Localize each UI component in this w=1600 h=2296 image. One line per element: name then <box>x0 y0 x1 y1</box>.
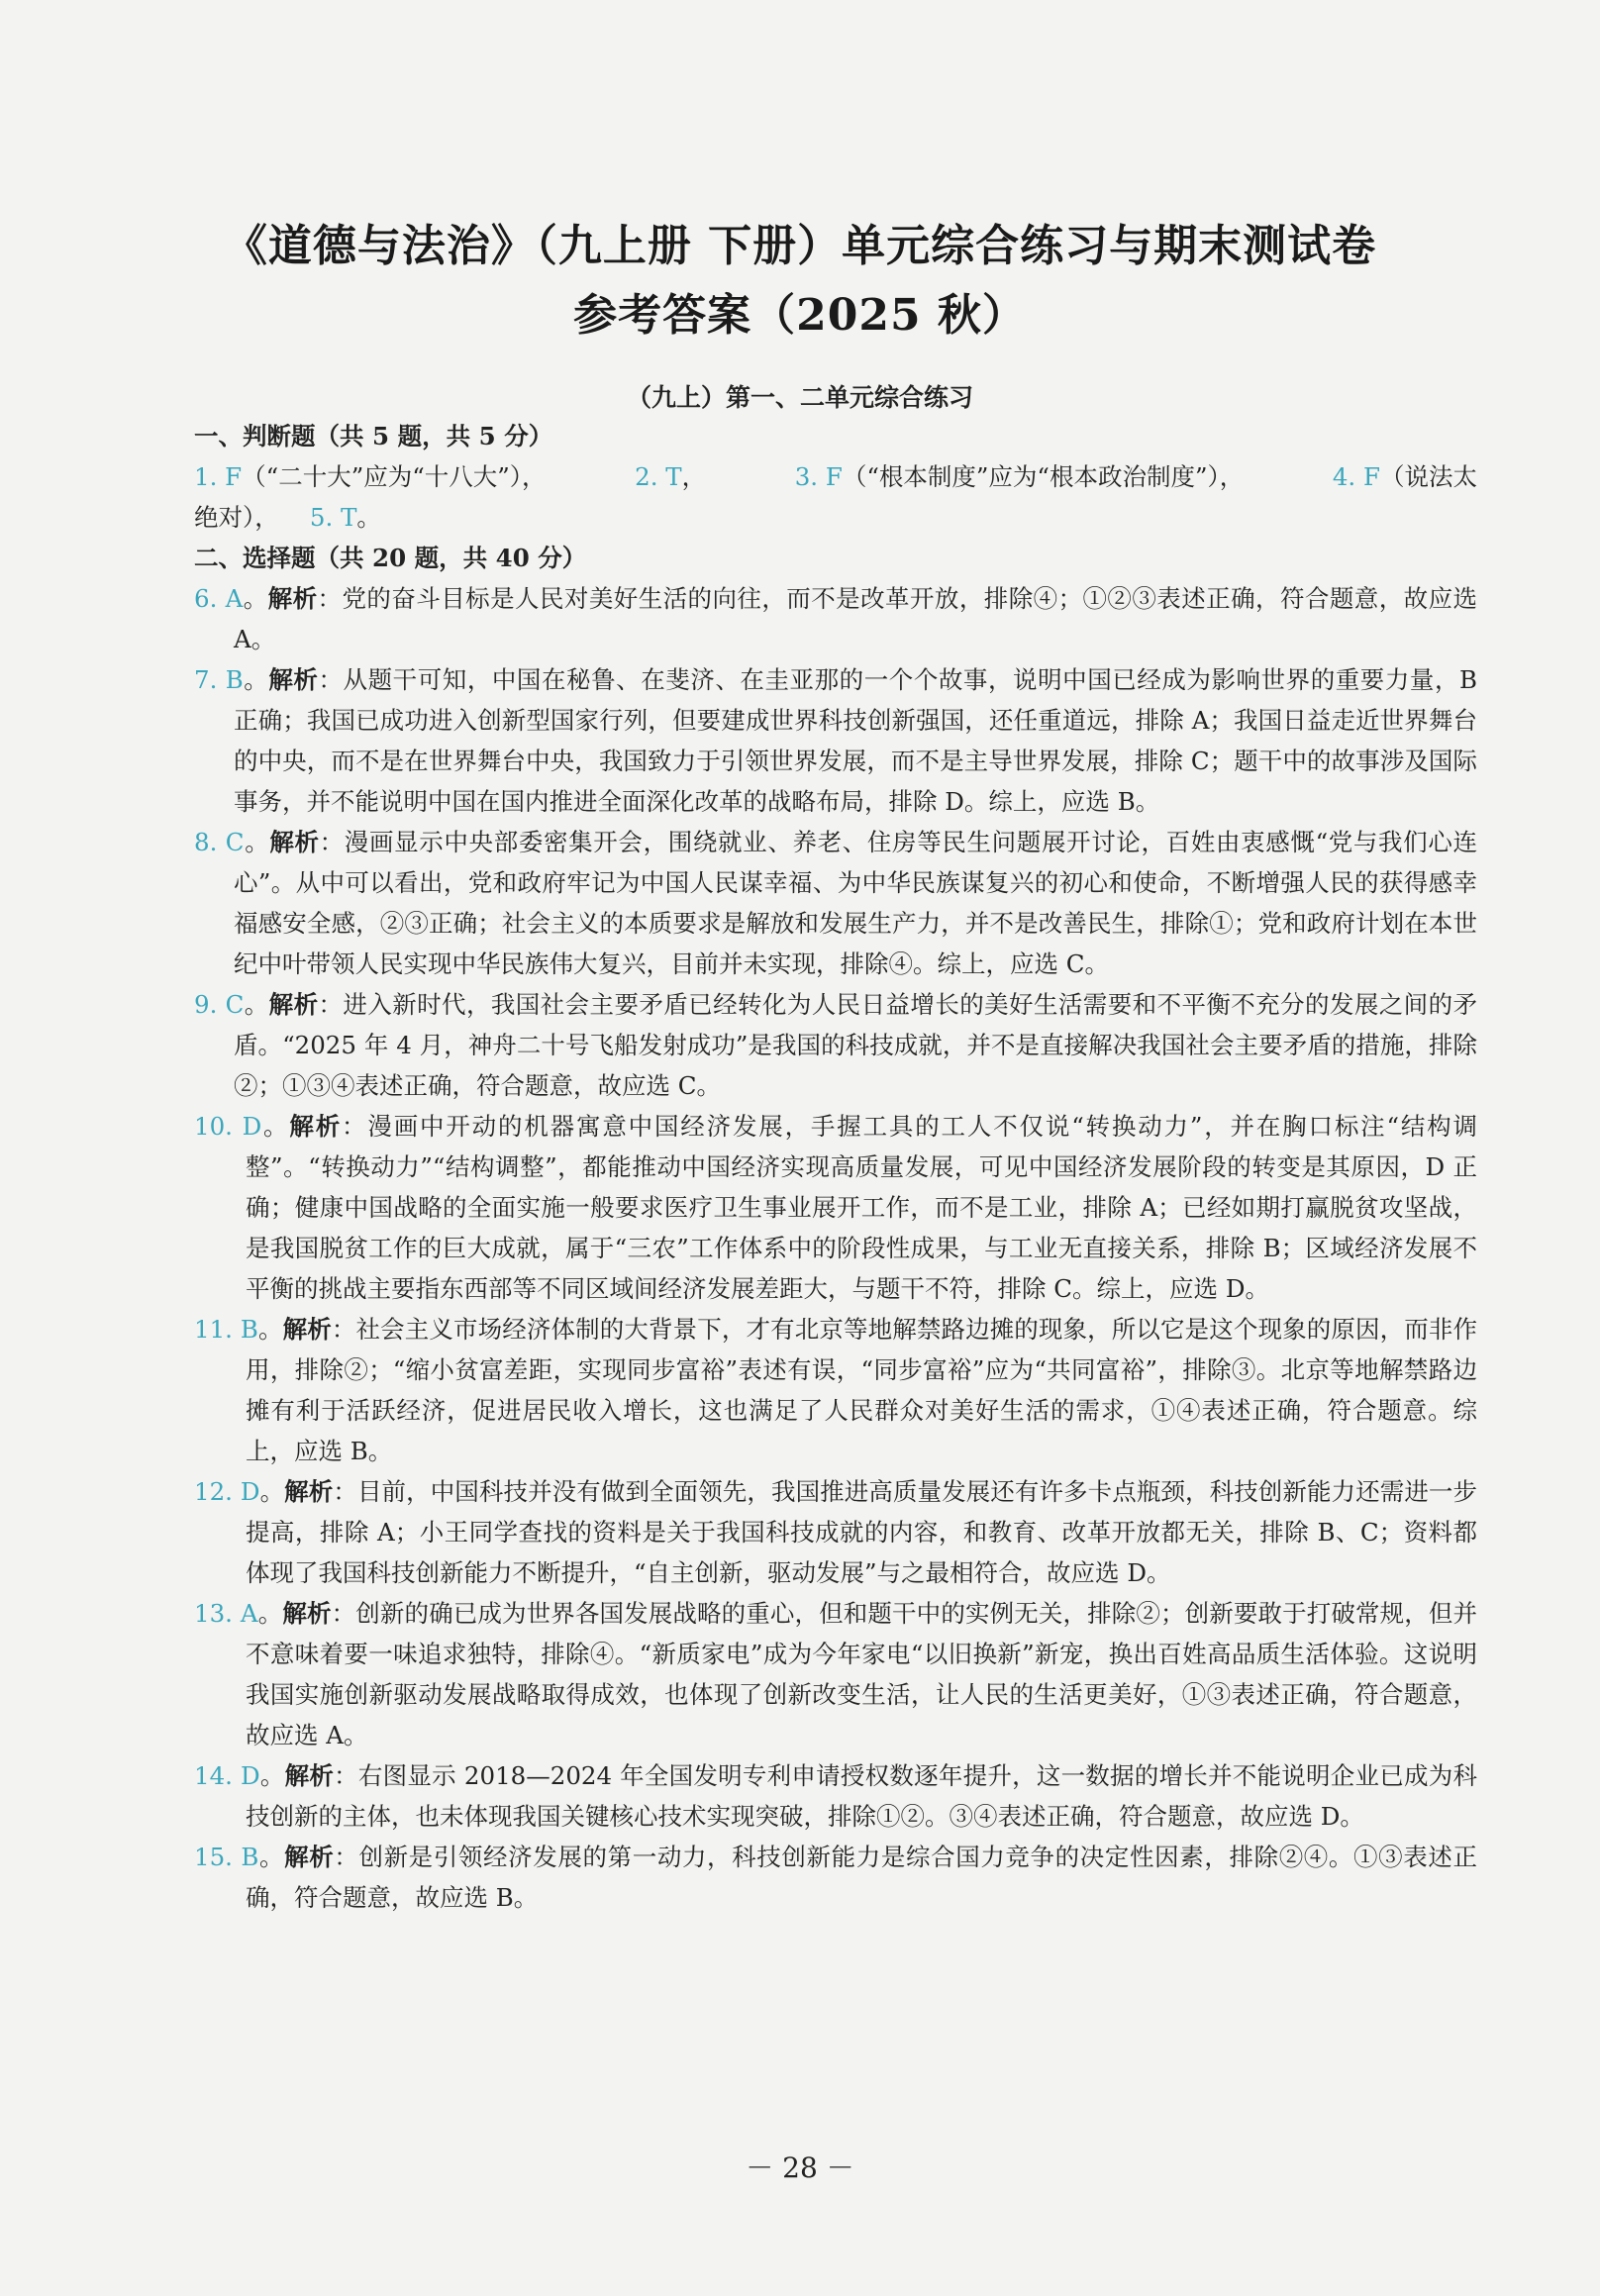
answer-item: 14. D。解析：右图显示 2018—2024 年全国发明专利申请授权数逐年提升，这一数据的增长并不能说明企业已成为科技创新的主体，也未体现我国关键核心技术实现突破，排除①②。③④表述正确，符合题意，故应选 D。 <box>194 1761 1477 1831</box>
section-title: （九上）第一、二单元综合练习 <box>626 383 973 412</box>
answer-item: 10. D。解析：漫画中开动的机器寓意中国经济发展，手握工具的工人不仅说“转换动力”，并在胸口标注“结构调整”。“转换动力”“结构调整”，都能推动中国经济实现高质量发展，可见中国经济发展阶段的转变是其原因，D 正确；健康中国战略的全面实施一般要求医疗卫生事业展开工作，而不是工业，排除 A；已经如期打赢脱贫攻坚战，是我国脱贫工作的巨大成就，属于“三农”工作体系中的阶段性成果，与工业无直接关系，排除 B；区域经济发展不平衡的挑战主要指东西部等不同区域间经济发展差距大，与题干不符，排除 C。综上，应选 D。 <box>194 1112 1477 1303</box>
true-false-answers-line1 <box>194 456 1477 497</box>
part2-heading: 二、选择题（共 20 题，共 40 分） <box>194 544 587 572</box>
answer-item: 6. A。解析：党的奋斗目标是人民对美好生活的向往，而不是改革开放，排除④；①②③表述正确，符合题意，故应选 A。 <box>194 584 1478 653</box>
answer-3: 3. F（“根本制度”应为“根本政治制度”）， <box>794 462 1245 491</box>
answer-item: 8. C。解析：漫画显示中央部委密集开会，围绕就业、养老、住房等民生问题展开讨论，百姓由衷感慨“党与我们心连心”。从中可以看出，党和政府牢记为中国人民谋幸福、为中华民族谋复兴的初心和使命，不断增强人民的获得感幸福感安全感，②③正确；社会主义的本质要求是解放和发展生产力，并不是改善民生，排除①；党和政府计划在本世纪中叶带领人民实现中华民族伟大复兴，目前并未实现，排除④。综上，应选 C。 <box>194 828 1477 978</box>
answer-1: 1. F（“二十大”应为“十八大”）， <box>194 462 547 491</box>
part1-heading: 一、判断题（共 5 题，共 5 分） <box>194 422 553 450</box>
answer-item: 15. B。解析：创新是引领经济发展的第一动力，科技创新能力是综合国力竞争的决定性因素，排除②④。①③表述正确，符合题意，故应选 B。 <box>194 1843 1477 1912</box>
true-false-answers-line2: 绝对）， 5. T。 <box>194 503 381 532</box>
answer-item: 11. B。解析：社会主义市场经济体制的大背景下，才有北京等地解禁路边摊的现象，所以它是这个现象的原因，而非作用，排除②；“缩小贫富差距，实现同步富裕”表述有误，“同步富裕”应为“共同富裕”，排除③。北京等地解禁路边摊有利于活跃经济，促进居民收入增长，这也满足了人民群众对美好生活的需求，①④表述正确，符合题意。综上，应选 B。 <box>194 1315 1478 1465</box>
page-number: － 28 － <box>746 2151 854 2184</box>
document-title: 《道德与法治》（九上册 下册）单元综合练习与期末测试卷 <box>223 221 1377 271</box>
answer-item: 13. A。解析：创新的确已成为世界各国发展战略的重心，但和题干中的实例无关，排除②；创新要敢于打破常规，但并不意味着要一味追求独特，排除④。“新质家电”成为今年家电“以旧换新”新宠，换出百姓高品质生活体验。这说明我国实施创新驱动发展战略取得成效，也体现了创新改变生活，让人民的生活更美好，①③表述正确，符合题意，故应选 A。 <box>194 1599 1478 1749</box>
answer-item: 12. D。解析：目前，中国科技并没有做到全面领先，我国推进高质量发展还有许多卡点瓶颈，科技创新能力还需进一步提高，排除 A；小王同学查找的资料是关于我国科技成就的内容，和教育、改革开放都无关，排除 B、C；资料都体现了我国科技创新能力不断提升，“自主创新，驱动发展”与之最相符合，故应选 D。 <box>194 1477 1477 1587</box>
answer-item: 9. C。解析：进入新时代，我国社会主要矛盾已经转化为人民日益增长的美好生活需要和不平衡不充分的发展之间的矛盾。“2025 年 4 月，神舟二十号飞船发射成功”是我国的科技成就，并不是直接解决我国社会主要矛盾的措施，排除②；①③④表述正确，符合题意，故应选 C。 <box>194 990 1477 1100</box>
answer-item: 7. B。解析：从题干可知，中国在秘鲁、在斐济、在圭亚那的一个个故事，说明中国已经成为影响世界的重要力量，B 正确；我国已成功进入创新型国家行列，但要建成世界科技创新强国，还任重道远，排除 A；我国日益走近世界舞台的中央，而不是在世界舞台中央，我国致力于引领世界发展，而不是主导世界发展，排除 C；题干中的故事涉及国际事务，并不能说明中国在国内推进全面深化改革的战略布局，排除 D。综上，应选 B。 <box>194 665 1478 816</box>
document-subtitle: 参考答案（2025 秋） <box>573 290 1027 341</box>
answer-2: 2. T， <box>635 462 707 491</box>
answer-content <box>194 416 1477 1918</box>
answer-4: 4. F（说法太 <box>1332 462 1477 491</box>
answer-5: 5. T。 <box>309 503 381 532</box>
